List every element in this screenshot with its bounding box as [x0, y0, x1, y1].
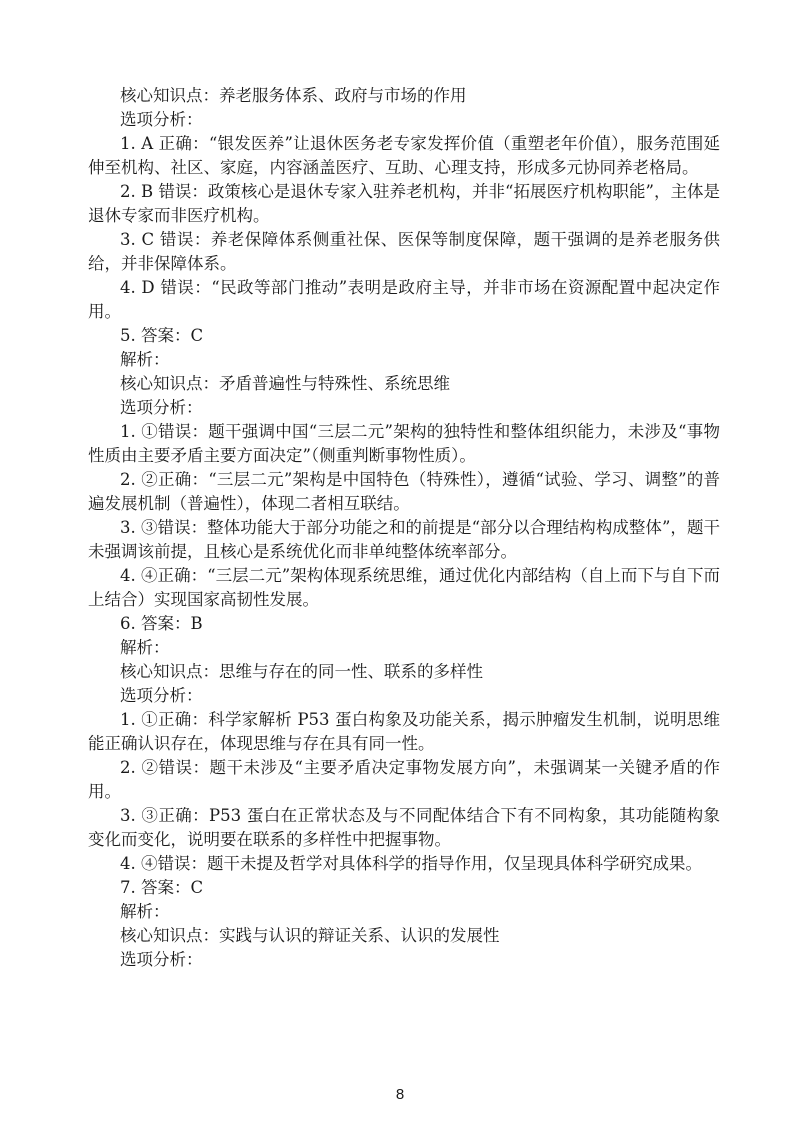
- analysis-item: 3. ③错误：整体功能大于部分功能之和的前提是“部分以合理结构构成整体”，题干未强调该前提，且核心是系统优化而非单纯整体统率部分。: [88, 518, 720, 561]
- analysis-item: 2. ②错误：题干未涉及“主要矛盾决定事物发展方向”，未强调某一关键矛盾的作用。: [88, 758, 720, 801]
- analysis-item: 2. B 错误：政策核心是退休专家入驻养老机构，并非“拓展医疗机构职能”，主体是退休专家而非医疗机构。: [88, 182, 720, 225]
- analysis-item: 3. C 错误：养老保障体系侧重社保、医保等制度保障，题干强调的是养老服务供给，并非保障体系。: [88, 230, 720, 273]
- key-point-heading: 核心知识点：思维与存在的同一性、联系的多样性: [120, 662, 483, 681]
- analysis-item: 1. ①正确：科学家解析 P53 蛋白构象及功能关系，揭示肿瘤发生机制，说明思维能正确认识存在，体现思维与存在具有同一性。: [88, 710, 720, 753]
- analysis-item: 4. ④错误：题干未提及哲学对具体科学的指导作用，仅呈现具体科学研究成果。: [120, 854, 702, 873]
- answer-line: 7. 答案：C: [120, 878, 204, 897]
- explanation-heading: 解析：: [120, 638, 170, 657]
- answer-line: 5. 答案：C: [120, 326, 204, 345]
- analysis-item: 4. ④正确：“三层二元”架构体现系统思维，通过优化内部结构（自上而下与自下而上结合）实现国家高韧性发展。: [88, 566, 720, 609]
- key-point-heading: 核心知识点：养老服务体系、政府与市场的作用: [120, 86, 467, 105]
- analysis-item: 4. D 错误：“民政等部门推动”表明是政府主导，并非市场在资源配置中起决定作用。: [88, 278, 720, 321]
- option-analysis-heading: 选项分析：: [120, 110, 203, 129]
- analysis-item: 1. ①错误：题干强调中国“三层二元”架构的独特性和整体组织能力，未涉及“事物性质由主要矛盾主要方面决定”（侧重判断事物性质）。: [88, 422, 720, 465]
- explanation-heading: 解析：: [120, 350, 170, 369]
- analysis-item: 2. ②正确：“三层二元”架构是中国特色（特殊性），遵循“试验、学习、调整”的普遍发展机制（普遍性），体现二者相互联结。: [88, 470, 720, 513]
- option-analysis-heading: 选项分析：: [120, 398, 203, 417]
- key-point-heading: 核心知识点：矛盾普遍性与特殊性、系统思维: [120, 374, 450, 393]
- option-analysis-heading: 选项分析：: [120, 950, 203, 969]
- option-analysis-heading: 选项分析：: [120, 686, 203, 705]
- explanation-heading: 解析：: [120, 902, 170, 921]
- analysis-item: 1. A 正确：“银发医养”让退休医务老专家发挥价值（重塑老年价值），服务范围延伸至机构、社区、家庭，内容涵盖医疗、互助、心理支持，形成多元协同养老格局。: [88, 134, 720, 177]
- answer-line: 6. 答案：B: [120, 614, 203, 633]
- page-number: 8: [395, 1086, 405, 1103]
- analysis-item: 3. ③正确：P53 蛋白在正常状态及与不同配体结合下有不同构象，其功能随构象变化而变化，说明要在联系的多样性中把握事物。: [88, 806, 720, 849]
- document-body: [88, 84, 720, 972]
- key-point-heading: 核心知识点：实践与认识的辩证关系、认识的发展性: [120, 926, 500, 945]
